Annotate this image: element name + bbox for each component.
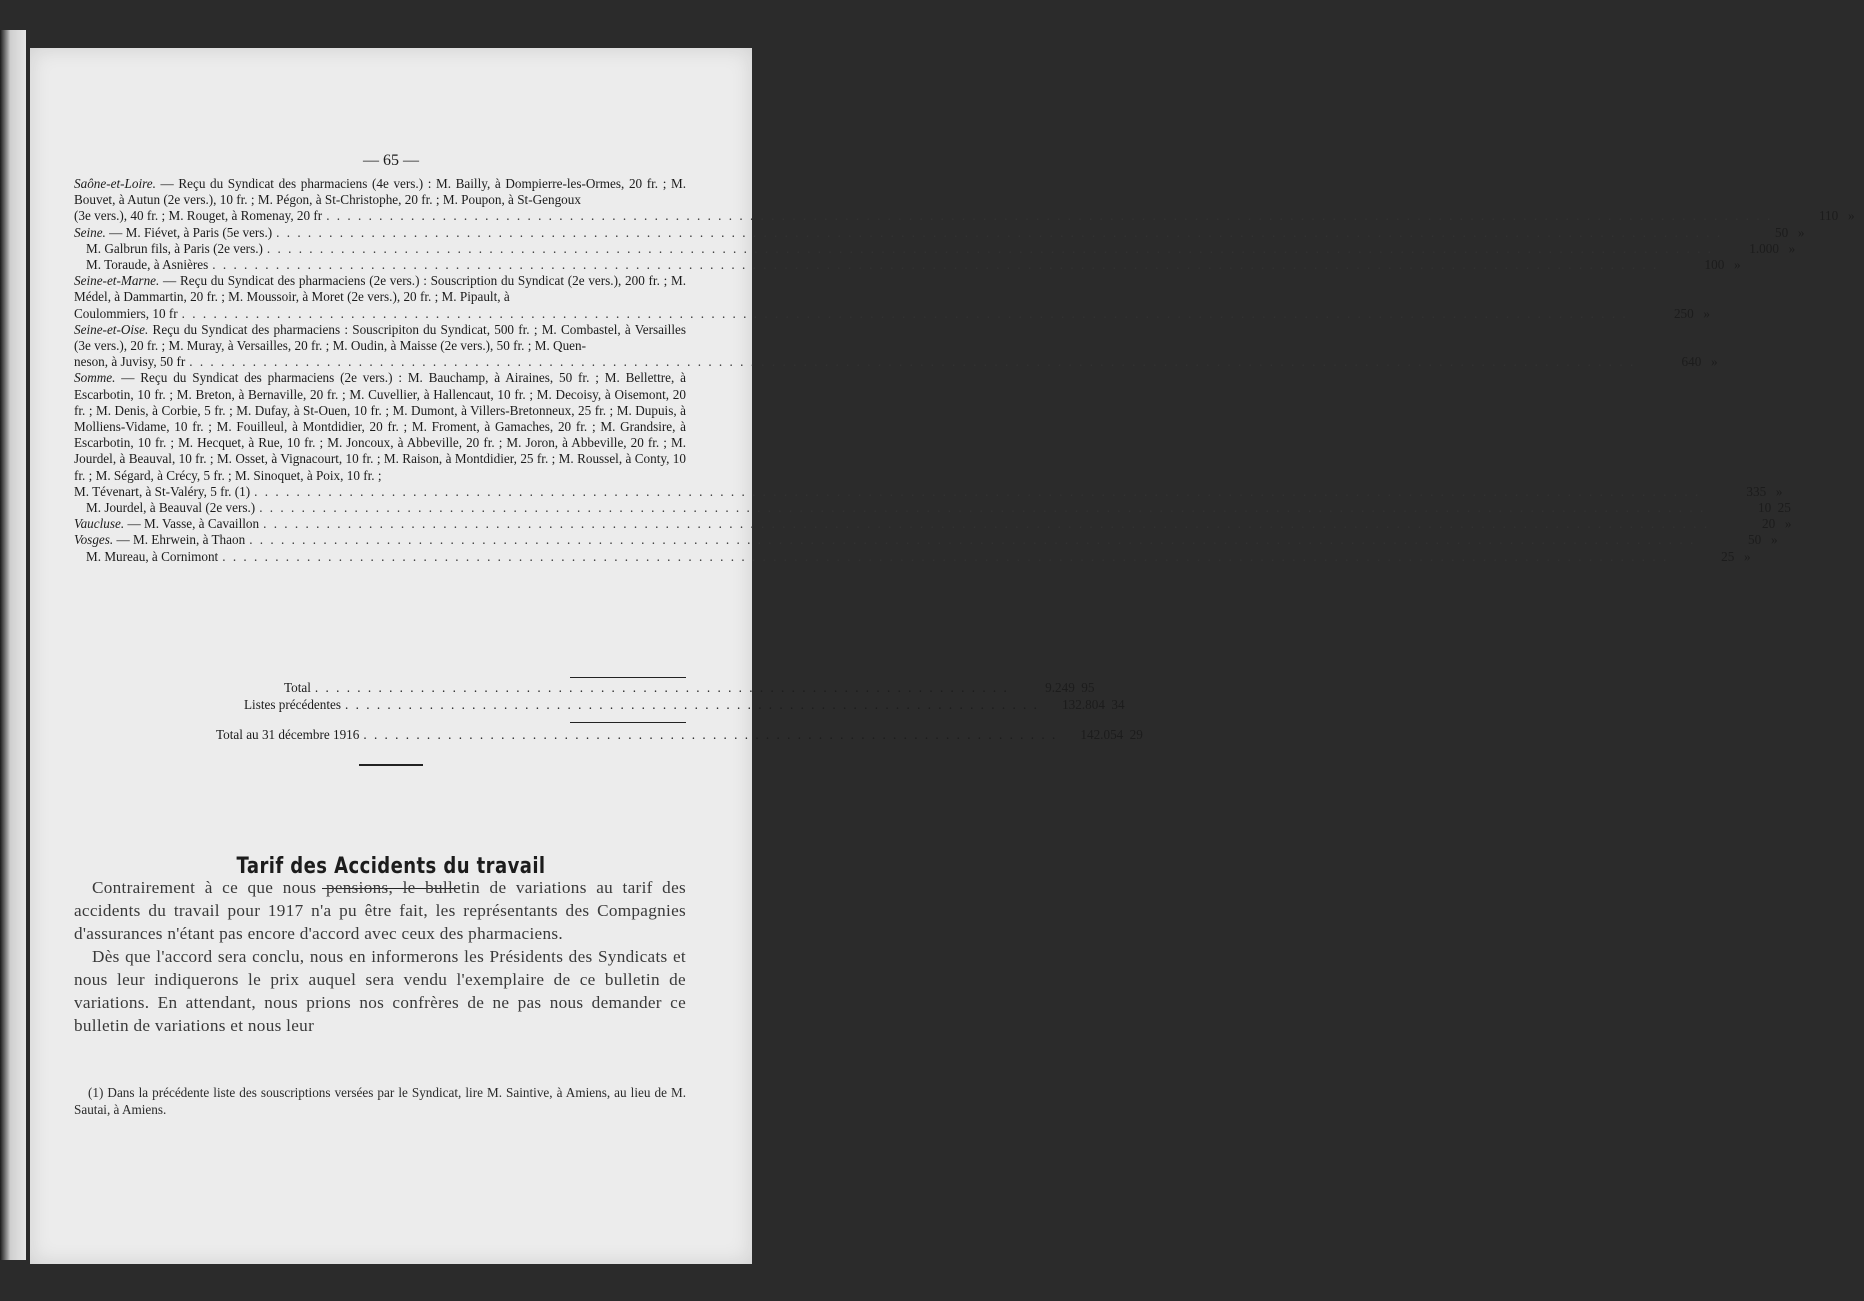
leader-dots	[259, 500, 1705, 516]
entry-text: — Reçu du Syndicat des pharmaciens (2e vers.) : Souscription du Syndicat (2e vers.), 200 fr. ; M. Médel, à Dammartin, 20 fr. ; M. Moussoir, à Moret (2e vers.), 20 fr. ; M. Pipault, à	[74, 273, 686, 305]
entry-cents: 25	[1777, 500, 1791, 516]
entry-cents: »	[1734, 257, 1741, 273]
entry-cents: »	[1784, 516, 1792, 532]
leader-dots	[212, 257, 1658, 273]
entry-amount: 110	[1818, 208, 1839, 224]
footnote	[74, 1084, 686, 1118]
entry-cents: »	[1788, 240, 1796, 256]
list-entry	[74, 224, 1805, 241]
body-paragraph-2: Dès que l'accord sera conclu, nous en informerons les Présidents des Syndicats et nous leur indiquerons le prix auquel sera vendu l'exemplaire de ce bulletin de variations. En attendant, nous prions nos confrères de ne pas nous demander ce bulletin de variations et nous leur	[74, 947, 686, 1035]
department-name: Vaucluse.	[74, 516, 125, 532]
list-entry	[74, 273, 1711, 322]
entry-cents: »	[1710, 354, 1718, 370]
leader-dots	[182, 306, 1628, 322]
department-name: Vosges.	[74, 532, 114, 548]
entry-amount: 25	[1721, 548, 1735, 564]
leader-dots	[254, 484, 1700, 500]
entry-amount: 1.000	[1749, 240, 1779, 256]
section-title: Tarif des Accidents du travail	[236, 854, 546, 879]
department-name: Saône-et-Loire.	[74, 176, 156, 191]
entry-last-line: Coulommiers, 10 fr	[74, 305, 178, 321]
department-name: Somme.	[74, 370, 116, 386]
entry-cents: »	[1703, 305, 1711, 321]
entry-last-line: M. Jourdel, à Beauval (2e vers.)	[86, 500, 256, 516]
entry-amount: 10	[1758, 500, 1772, 516]
leader-dots	[249, 532, 1695, 548]
subscription-list	[74, 176, 1855, 565]
entry-last-line: M. Mureau, à Cornimont	[86, 548, 219, 564]
entry-last-line: — M. Ehrwein, à Thaon	[113, 532, 246, 548]
list-entry	[74, 176, 1855, 225]
entry-amount: 50	[1748, 532, 1762, 548]
list-entry	[74, 548, 1751, 565]
entry-last-line: M. Toraude, à Asnières	[86, 257, 209, 273]
entry-amount: 250	[1673, 305, 1694, 321]
body-paragraph-1: Contrairement à ce que nous pensions, le bulletin de variations au tarif des accidents du travail pour 1917 n'a pu être fait, les représentants des Compagnies d'assurances n'étant pas encore d'accord avec ceux des pharmaciens.	[74, 878, 686, 943]
previous-lists-label: Listes précédentes	[244, 697, 342, 712]
entry-text: — Reçu du Syndicat des pharmaciens (2e vers.) : M. Bauchamp, à Airaines, 50 fr. ; M. Bellettre, à Escarbotin, 10 fr. ; M. Breton, à Bernaville, 20 fr. ; M. Cuvellier, à Hallencaut, 10 fr. ; M. Decoisy, à Oisemont, 20 fr. ; M. Denis, à Corbie, 5 fr. ; M. Dufay, à St-Ouen, 10 fr. ; M. Dumont, à Villers-Bretonneux, 25 fr. ; M. Dupuis, à Molliens-Vidame, 10 fr. ; M. Fouilleul, à Montdidier, 20 fr. ; M. Froment, à Gamaches, 20 fr. ; M. Grandsire, à Escarbotin, 10 fr. ; M. Hecquet, à Rue, 10 fr. ; M. Joncoux, à Abbeville, 20 fr. ; M. Joron, à Abbeville, 20 fr. ; M. Jourdel, à Beauval, 10 fr. ; M. Osset, à Vignacourt, 10 fr. ; M. Raison, à Montdidier, 25 fr. ; M. Roussel, à Conty, 10 fr. ; M. Ségard, à Crécy, 5 fr. ; M. Sinoquet, à Poix, 10 fr. ;	[74, 370, 686, 483]
entry-text: Reçu du Syndicat des pharmaciens : Souscripiton du Syndicat, 500 fr. ; M. Combastel, à Versailles (3e vers.), 20 fr. ; M. Muray, à Versailles, 20 fr. ; M. Oudin, à Maisse (2e vers.), 50 fr. ; M. Quen-	[74, 321, 686, 354]
entry-last-line: — M. Vasse, à Cavaillon	[124, 516, 260, 532]
entry-amount: 640	[1681, 354, 1702, 370]
entry-cents: »	[1743, 548, 1751, 564]
leader-dots	[326, 208, 1772, 224]
previous-lists-cents: 34	[1111, 697, 1125, 712]
list-entry	[74, 257, 1741, 273]
entry-amount: 20	[1761, 516, 1776, 532]
leader-dots	[189, 354, 1635, 370]
previous-lists-amount: 132.804	[1062, 697, 1105, 712]
list-entry	[74, 321, 1718, 371]
list-entry	[74, 370, 1783, 500]
grand-total-amount: 142.054	[1080, 727, 1124, 742]
entry-cents: »	[1770, 532, 1778, 548]
list-entry	[74, 240, 1796, 257]
entry-amount: 100	[1704, 257, 1725, 273]
list-entry	[74, 532, 1778, 548]
entry-cents: »	[1797, 224, 1805, 240]
section-divider	[359, 764, 423, 766]
totals-rule-bottom	[570, 722, 686, 723]
leader-dots	[276, 225, 1722, 241]
page-number: — 65 —	[363, 152, 419, 169]
grand-total-label: Total au 31 décembre 1916	[216, 727, 360, 742]
footnote-text: (1) Dans la précédente liste des souscriptions versées par le Syndicat, lire M. Saintive, à Amiens, au lieu de M. Sautai, à Amiens.	[74, 1085, 686, 1117]
total-label: Total	[284, 680, 311, 695]
entry-cents: »	[1775, 483, 1783, 499]
document-page	[30, 48, 1855, 1264]
body-text	[74, 876, 686, 1037]
totals-rule-top	[570, 677, 686, 678]
entry-amount: 335	[1746, 483, 1767, 499]
entry-amount: 50	[1775, 224, 1789, 240]
leader-dots	[267, 241, 1713, 257]
entry-last-line: — M. Fiévet, à Paris (5e vers.)	[105, 224, 273, 240]
previous-page-edge	[0, 30, 26, 1260]
entry-last-line: neson, à Juvisy, 50 fr	[74, 354, 186, 370]
total-amount: 9.249	[1045, 680, 1075, 695]
list-entry	[74, 516, 1792, 532]
leader-dots	[263, 516, 1709, 532]
entry-last-line: M. Tévenart, à St-Valéry, 5 fr. (1)	[74, 483, 251, 499]
department-name: Seine-et-Oise.	[74, 321, 149, 337]
leader-dots	[222, 549, 1668, 565]
grand-total-cents: 29	[1129, 727, 1143, 742]
list-entry	[74, 500, 1791, 516]
department-name: Seine-et-Marne.	[74, 273, 160, 289]
entry-last-line: (3e vers.), 40 fr. ; M. Rouget, à Romenay, 20 fr	[74, 208, 323, 224]
entry-last-line: M. Galbrun fils, à Paris (2e vers.)	[86, 240, 263, 256]
entry-text: — Reçu du Syndicat des pharmaciens (4e vers.) : M. Bailly, à Dompierre-les-Ormes, 20 fr. ; M. Bouvet, à Autun (2e vers.), 10 fr. ; M. Pégon, à St-Christophe, 20 fr. ; M. Poupon, à St-Gengoux	[74, 176, 686, 208]
grand-total-block: Total au 31 décembre 1916 . . . . . . . . . . . . . . . . . . . . . . . . . . . . . . . . . . . . . . . . . . . . . . . . . . . . . . . . . . . . . . . . . . 142.054 29	[74, 726, 686, 743]
total-cents: 95	[1081, 680, 1095, 695]
totals-block: Total . . . . . . . . . . . . . . . . . . . . . . . . . . . . . . . . . . . . . . . . . . . . . . . . . . . . . . . . . . . . . . . . . . 9.249 95 Listes précédentes . . . . . . . . . . . . . . . . . . . . . . . . . . . . . . . . . . . . . . . . . . . . . . . . . . . . . . . . . . . . . . . . . . 132.804 34	[74, 679, 686, 713]
department-name: Seine.	[74, 224, 106, 240]
entry-cents: »	[1847, 208, 1855, 224]
